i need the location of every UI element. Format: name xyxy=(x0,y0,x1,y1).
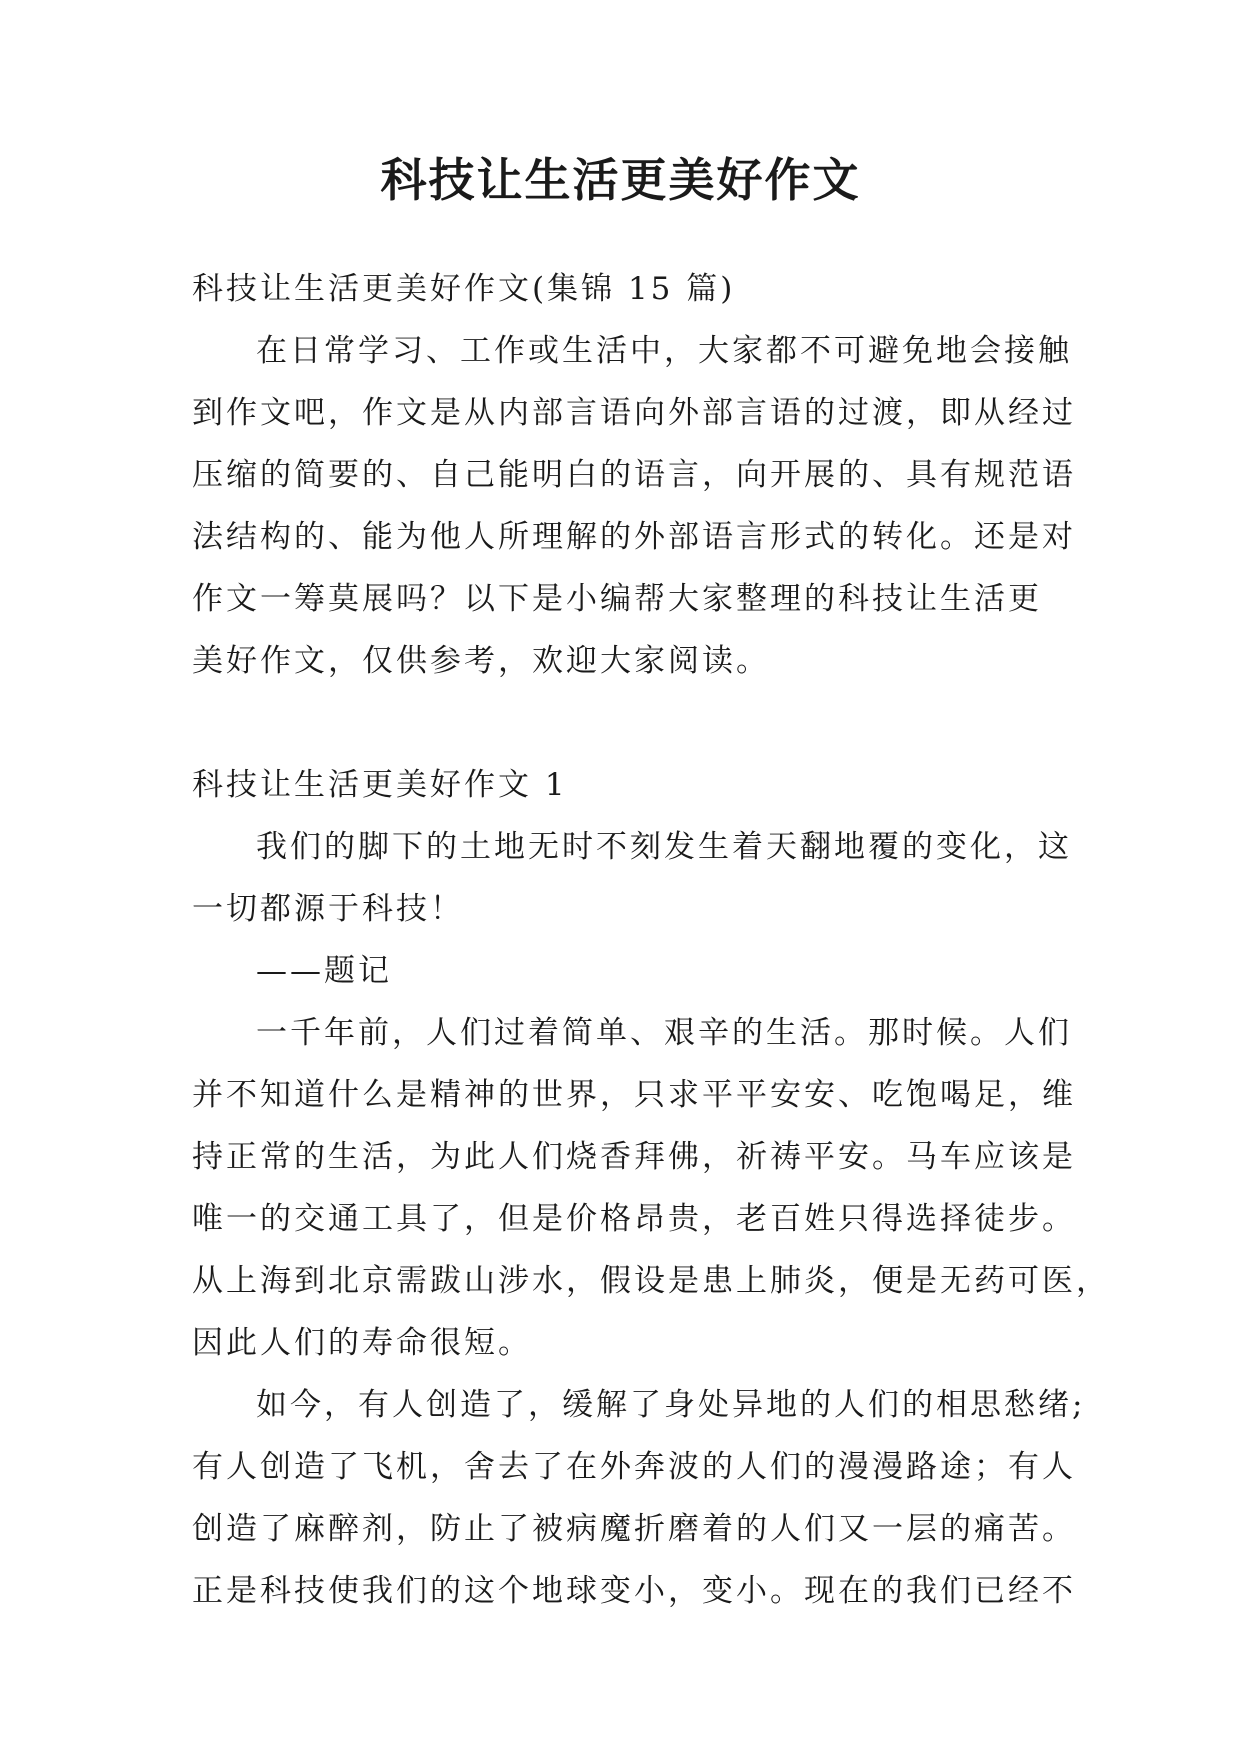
paragraph-line: 法结构的、能为他人所理解的外部语言形式的转化。还是对 xyxy=(192,519,1076,555)
essay-paragraph-1 xyxy=(192,816,1072,940)
intro-heading: 科技让生活更美好作文(集锦 15 篇) xyxy=(192,271,736,307)
paragraph-line: 持正常的生活，为此人们烧香拜佛，祈祷平安。马车应该是 xyxy=(192,1139,1076,1175)
paragraph-line: 如今，有人创造了，缓解了身处异地的人们的相思愁绪; xyxy=(256,1387,1086,1423)
essay-paragraph-2 xyxy=(192,1002,1110,1374)
paragraph-line: 有人创造了飞机，舍去了在外奔波的人们的漫漫路途；有人 xyxy=(192,1449,1076,1485)
intro-paragraph xyxy=(192,320,1076,692)
paragraph-line: 压缩的简要的、自己能明白的语言，向开展的、具有规范语 xyxy=(192,457,1076,493)
paragraph-line: 到作文吧，作文是从内部言语向外部言语的过渡，即从经过 xyxy=(192,395,1076,431)
paragraph-line: 在日常学习、工作或生活中，大家都不可避免地会接触 xyxy=(256,333,1072,369)
paragraph-line: 作文一筹莫展吗？以下是小编帮大家整理的科技让生活更 xyxy=(192,581,1042,617)
paragraph-line: 并不知道什么是精神的世界，只求平平安安、吃饱喝足，维 xyxy=(192,1077,1076,1113)
document-title: 科技让生活更美好作文 xyxy=(380,153,861,207)
paragraph-line: 从上海到北京需跋山涉水，假设是患上肺炎，便是无药可医， xyxy=(192,1263,1110,1299)
essay-heading: 科技让生活更美好作文 1 xyxy=(192,767,568,803)
paragraph-line: 唯一的交通工具了，但是价格昂贵，老百姓只得选择徒步。 xyxy=(192,1201,1076,1237)
paragraph-line: 一千年前，人们过着简单、艰辛的生活。那时候。人们 xyxy=(256,1015,1072,1051)
paragraph-line: 一切都源于科技！ xyxy=(192,891,464,927)
paragraph-line: 美好作文，仅供参考，欢迎大家阅读。 xyxy=(192,643,770,679)
paragraph-line: 创造了麻醉剂，防止了被病魔折磨着的人们又一层的痛苦。 xyxy=(192,1511,1076,1547)
paragraph-line: 正是科技使我们的这个地球变小，变小。现在的我们已经不 xyxy=(192,1573,1076,1609)
document-body xyxy=(192,258,1110,1622)
section-spacer xyxy=(192,692,1062,754)
essay-paragraph-3 xyxy=(192,1374,1086,1622)
paragraph-line: 因此人们的寿命很短。 xyxy=(192,1325,532,1361)
epigraph: ——题记 xyxy=(256,953,392,989)
paragraph-line: 我们的脚下的土地无时不刻发生着天翻地覆的变化，这 xyxy=(256,829,1072,865)
